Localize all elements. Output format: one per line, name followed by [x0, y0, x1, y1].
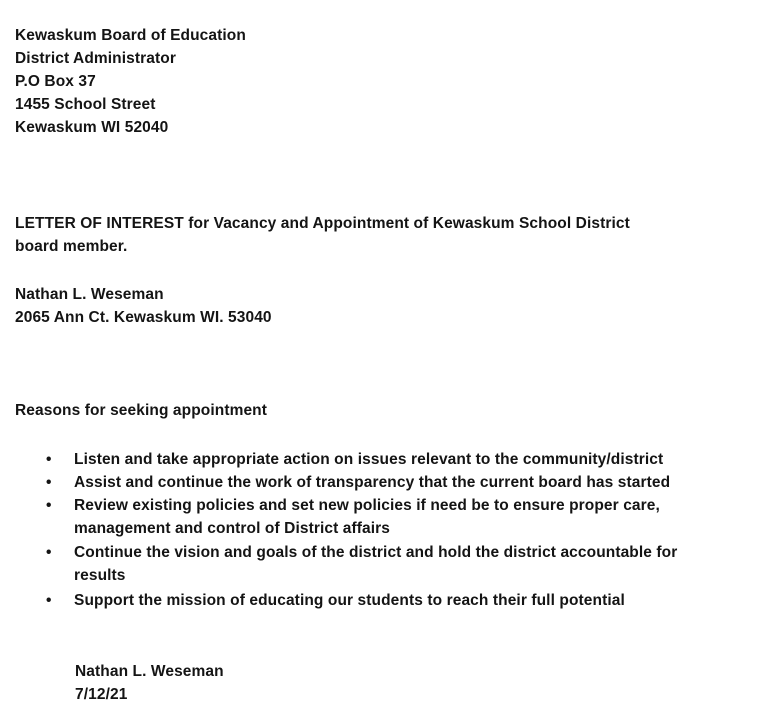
reason-text: Listen and take appropriate action on issues relevant to the community/district	[74, 451, 664, 468]
subject-line-1: LETTER OF INTEREST for Vacancy and Appointment of Kewaskum School District	[15, 215, 630, 232]
reason-text: Assist and continue the work of transparency that the current board has started	[74, 474, 671, 491]
reason-text-continuation: management and control of District affairs	[74, 520, 390, 537]
signature-name: Nathan L. Weseman	[75, 663, 224, 680]
bullet-icon: •	[46, 497, 52, 514]
bullet-icon: •	[46, 544, 52, 561]
recipient-street: 1455 School Street	[15, 96, 156, 113]
recipient-city-state-zip: Kewaskum WI 52040	[15, 119, 169, 136]
reason-text: Support the mission of educating our students to reach their full potential	[74, 592, 625, 609]
reason-text: Continue the vision and goals of the district and hold the district accountable for	[74, 544, 678, 561]
reasons-heading: Reasons for seeking appointment	[15, 402, 268, 419]
bullet-icon: •	[46, 592, 52, 609]
applicant-address: 2065 Ann Ct. Kewaskum WI. 53040	[15, 309, 272, 326]
reason-text-continuation: results	[74, 567, 126, 584]
recipient-organization: Kewaskum Board of Education	[15, 27, 246, 44]
recipient-title: District Administrator	[15, 50, 176, 67]
signature-date: 7/12/21	[75, 686, 128, 703]
bullet-icon: •	[46, 451, 52, 468]
reason-text: Review existing policies and set new policies if need be to ensure proper care,	[74, 497, 660, 514]
applicant-name: Nathan L. Weseman	[15, 286, 164, 303]
subject-line-2: board member.	[15, 238, 128, 255]
recipient-po-box: P.O Box 37	[15, 73, 96, 90]
bullet-icon: •	[46, 474, 52, 491]
